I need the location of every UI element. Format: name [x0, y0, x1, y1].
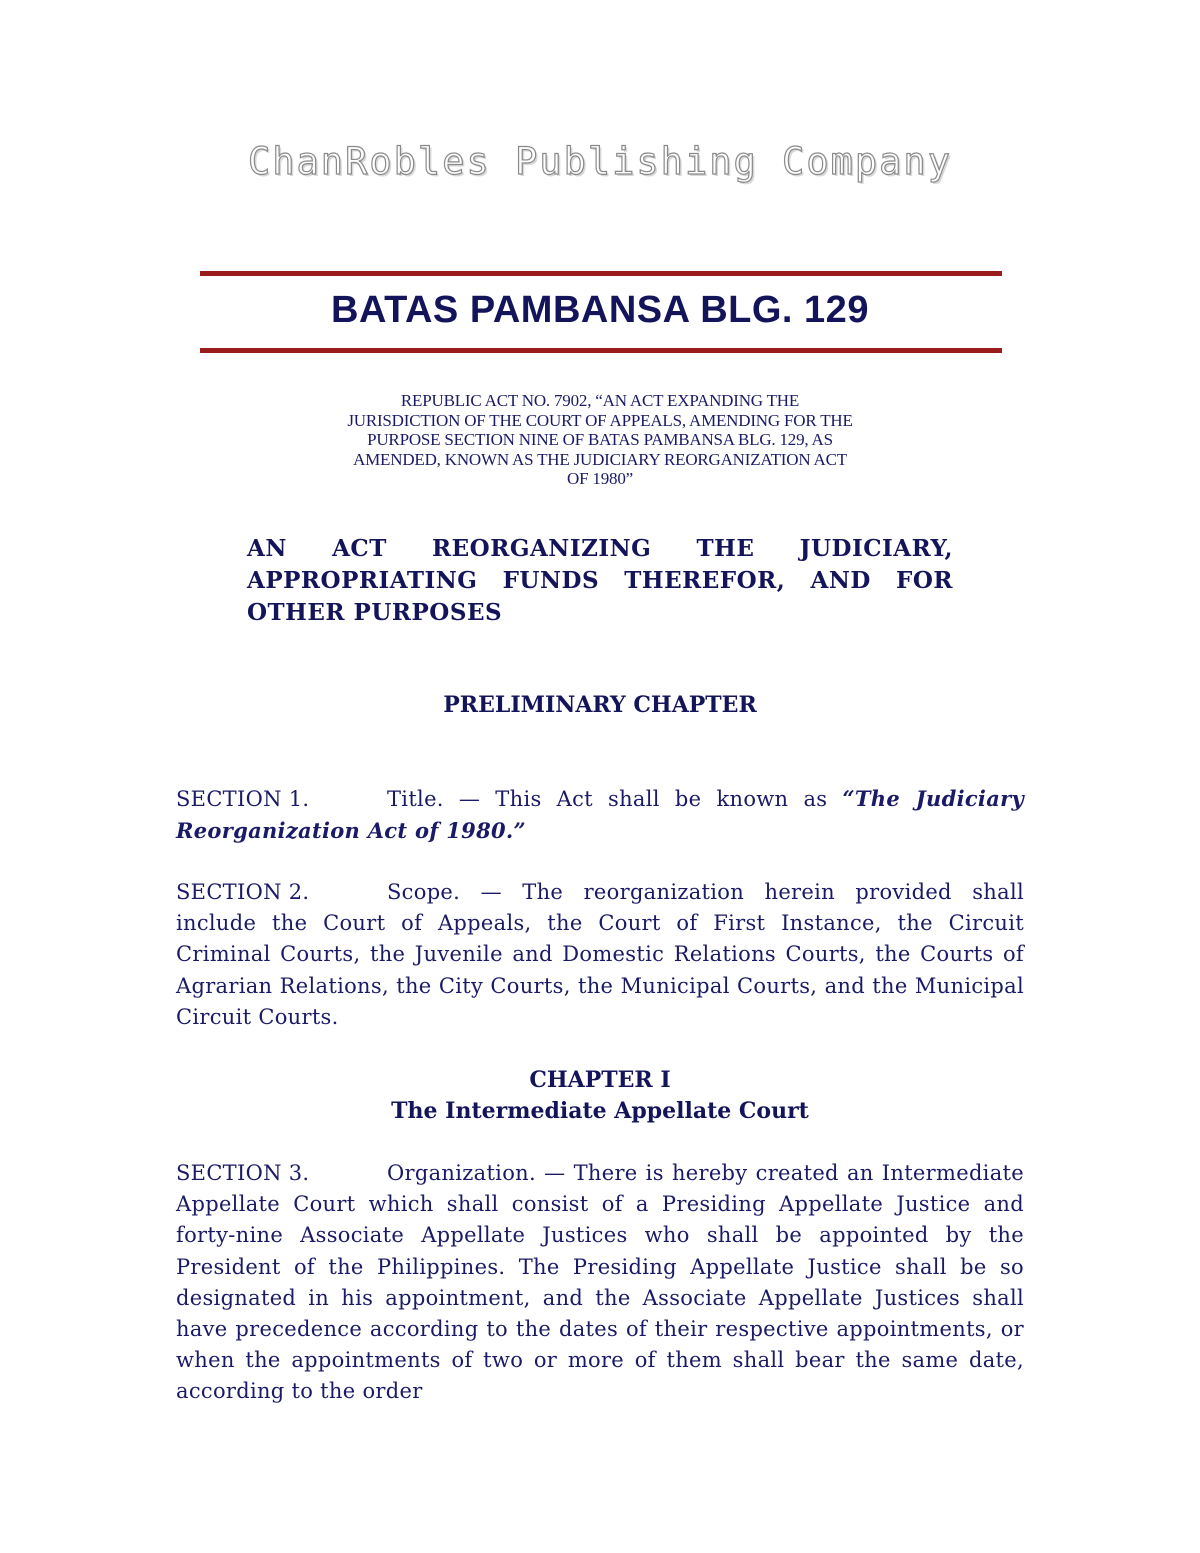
- publisher-logo: ChanRobles Publishing Company: [247, 140, 952, 183]
- preliminary-chapter-heading: PRELIMINARY CHAPTER: [443, 692, 757, 718]
- section-3-text: Organization. — There is hereby created an Intermediate Appellate Court which shall consist of a Presiding Appellate Justice and forty-nine Associate Appellate Justices who shall be appointed by the President of the Philippines. The Presiding Appellate Justice shall be so designated in his appointment, and the Associate Appellate Justices shall have precedence according to the dates of their respective appointments, or when the appointments of two or more of them shall bear the same date, according to the order: [176, 1161, 1024, 1404]
- section-1-text: Title. — This Act shall be known as: [387, 787, 843, 811]
- section-2-label: SECTION 2.: [176, 880, 310, 904]
- section-2-text: Scope. — The reorganization herein provided shall include the Court of Appeals, the Court of First Instance, the Circuit Criminal Courts, the Juvenile and Domestic Relations Courts, the Courts of Agrarian Relations, the City Courts, the Municipal Courts, and the Municipal Circuit Courts.: [176, 880, 1024, 1029]
- republic-act-line: PURPOSE SECTION NINE OF BATAS PAMBANSA BLG. 129, AS: [367, 430, 833, 449]
- section-1-label: SECTION 1.: [176, 787, 310, 811]
- republic-act-note: [240, 391, 960, 489]
- document-title: BATAS PAMBANSA BLG. 129: [331, 289, 869, 331]
- republic-act-line: JURISDICTION OF THE COURT OF APPEALS, AMENDING FOR THE: [347, 410, 853, 430]
- title-rule-bottom: [200, 348, 1002, 353]
- title-rule-top: [200, 271, 1002, 276]
- republic-act-line: AMENDED, KNOWN AS THE JUDICIARY REORGANIZATION ACT: [353, 449, 847, 469]
- section-1: [176, 783, 1024, 847]
- section-1-act-name: “The Judiciary Reorganization Act of 1980.”: [176, 786, 1024, 844]
- act-title: AN ACT REORGANIZING THE JUDICIARY, APPROPRIATING FUNDS THEREFOR, AND FOR OTHER PURPOSES: [247, 535, 953, 626]
- chapter-1-title: The Intermediate Appellate Court: [391, 1098, 809, 1124]
- section-3: [176, 1158, 1024, 1408]
- republic-act-line: REPUBLIC ACT NO. 7902, “AN ACT EXPANDING THE: [400, 391, 800, 410]
- republic-act-line: OF 1980”: [567, 469, 633, 488]
- section-2: [176, 877, 1024, 1033]
- chapter-1-number: CHAPTER I: [529, 1067, 671, 1093]
- section-3-label: SECTION 3.: [176, 1161, 310, 1185]
